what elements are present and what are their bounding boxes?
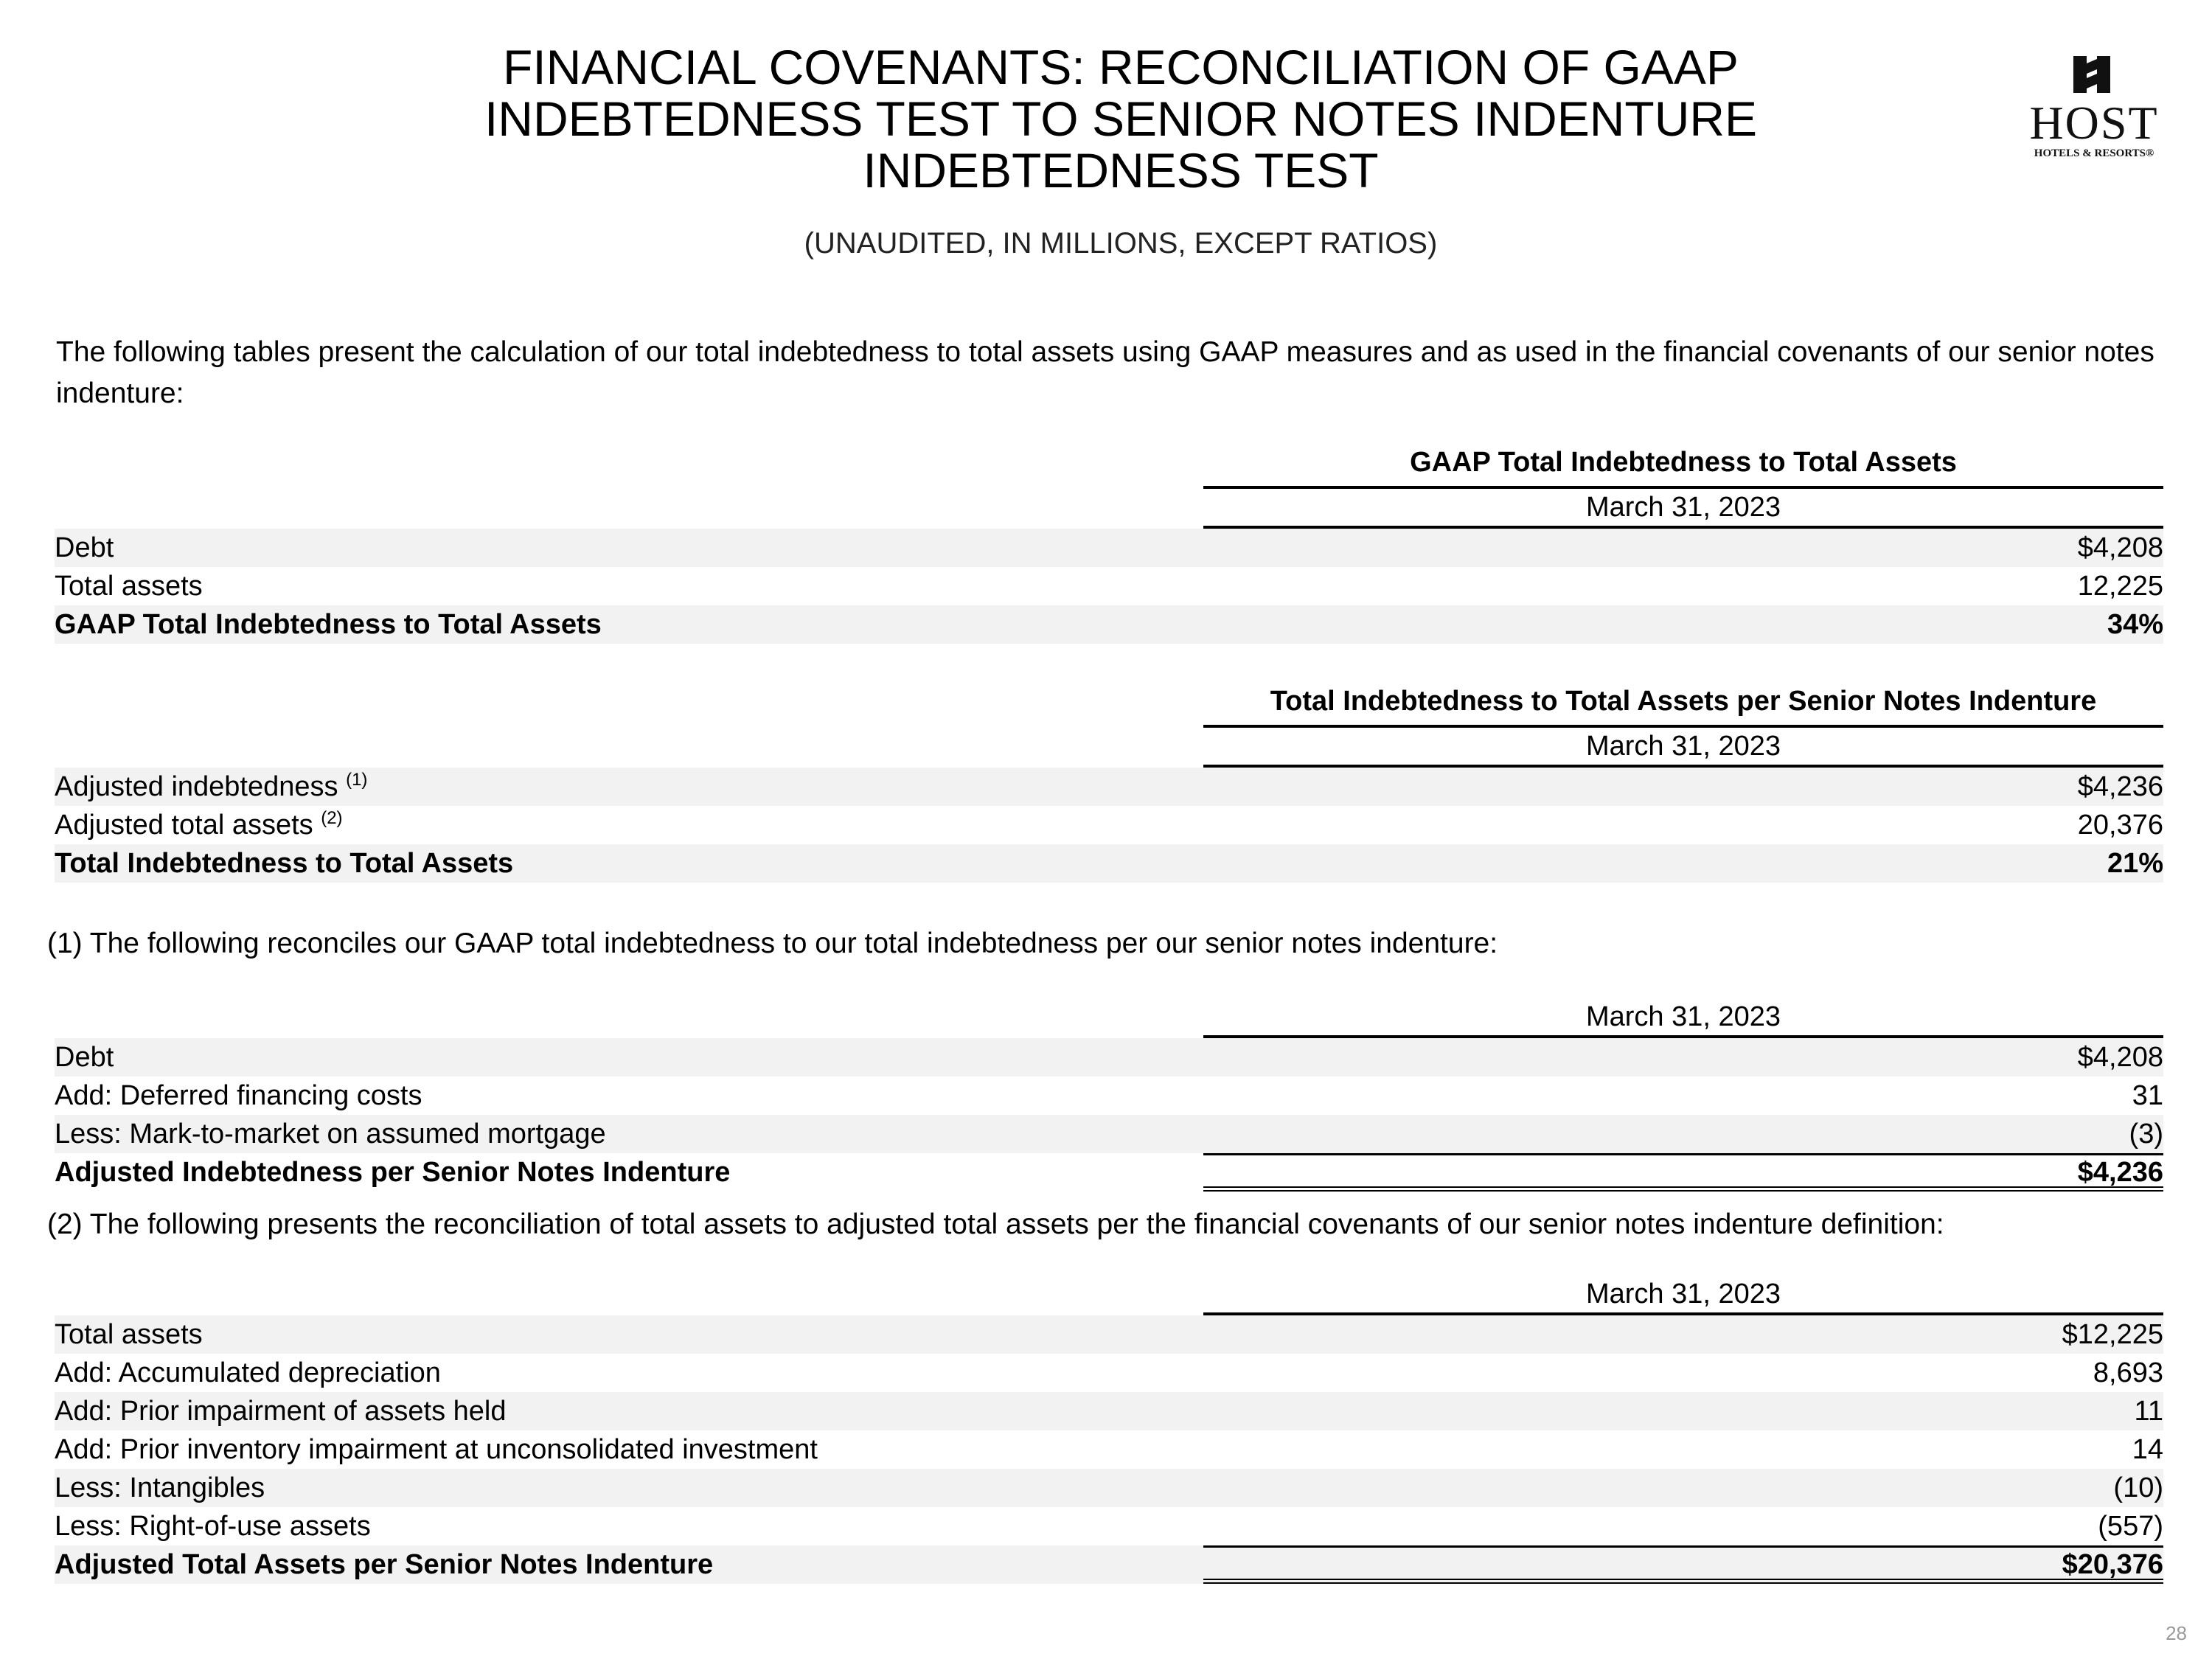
row-value: $4,208 (2077, 1042, 2163, 1073)
row-label: Adjusted Total Assets per Senior Notes Indenture (55, 1549, 714, 1580)
row-label: Adjusted Indebtedness per Senior Notes Indenture (55, 1157, 731, 1188)
title-line-1: FINANCIAL COVENANTS: RECONCILIATION OF GAAP (503, 40, 1739, 94)
row-label: Add: Prior inventory impairment at unconsolidated investment (55, 1434, 818, 1465)
footnote-ref-1: (1) (346, 770, 368, 790)
logo-name: HOST (2029, 97, 2159, 149)
table-row (55, 1354, 2163, 1392)
row-label (55, 768, 367, 806)
row-label-text: Adjusted total assets (55, 810, 313, 841)
table-senior-heading: Total Indebtedness to Total Assets per Senior Notes Indenture (1203, 686, 2163, 728)
table-row (55, 1507, 2163, 1545)
row-label: GAAP Total Indebtedness to Total Assets (55, 609, 602, 640)
row-label: Less: Mark-to-market on assumed mortgage (55, 1119, 606, 1150)
row-value: (557) (2098, 1511, 2163, 1542)
row-value: 31 (2132, 1080, 2163, 1111)
row-label: Add: Prior impairment of assets held (55, 1396, 507, 1427)
row-value: (3) (2129, 1119, 2163, 1150)
table-recon1-date: March 31, 2023 (1203, 998, 2163, 1038)
table-senior-date: March 31, 2023 (1203, 728, 2163, 768)
total-rule (1203, 1153, 2163, 1192)
table-recon2-date: March 31, 2023 (1203, 1276, 2163, 1315)
table-gaap-date: March 31, 2023 (1203, 489, 2163, 529)
table-row (55, 1392, 2163, 1430)
total-rule (1203, 1545, 2163, 1584)
row-value: $4,236 (2077, 771, 2163, 802)
row-value: 12,225 (2077, 571, 2163, 602)
intro-paragraph: The following tables present the calculation of our total indebtedness to total assets using GAAP measures and as used in the financial covenants of our senior notes indenture: (56, 336, 2154, 409)
table-gaap-heading: GAAP Total Indebtedness to Total Assets (1203, 447, 2163, 489)
page-number: 28 (2166, 1622, 2187, 1644)
table-row (55, 529, 2163, 567)
row-label (55, 806, 343, 844)
table-indebtedness-reconciliation (55, 998, 2163, 1192)
page-title (413, 41, 1829, 196)
row-value: 20,376 (2077, 810, 2163, 841)
table-row (55, 1469, 2163, 1507)
table-row-total (55, 605, 2163, 644)
table-senior-notes (55, 686, 2163, 883)
row-value: 14 (2132, 1434, 2163, 1465)
row-value: $12,225 (2062, 1319, 2163, 1350)
host-logo-icon (2020, 52, 2168, 162)
row-label: Less: Intangibles (55, 1472, 265, 1503)
table-row-total (55, 1545, 2163, 1584)
row-value: 34% (2107, 609, 2163, 640)
row-value: 8,693 (2093, 1357, 2163, 1388)
host-logo (2020, 52, 2168, 162)
row-label-text: Adjusted indebtedness (55, 771, 338, 802)
table-assets-reconciliation (55, 1276, 2163, 1584)
row-label: Debt (55, 532, 114, 563)
row-label: Add: Accumulated depreciation (55, 1357, 441, 1388)
row-label: Debt (55, 1042, 114, 1073)
title-line-2: INDEBTEDNESS TEST TO SENIOR NOTES INDENTURE (484, 91, 1758, 146)
page-subtitle: (UNAUDITED, IN MILLIONS, EXCEPT RATIOS) (804, 227, 1438, 260)
footnote-1-text: (1) The following reconciles our GAAP total indebtedness to our total indebtedness per our senior notes indenture: (47, 928, 1498, 959)
row-label: Total assets (55, 571, 203, 602)
footnote-2-text: (2) The following presents the reconciliation of total assets to adjusted total assets per the financial covenants of our senior notes indenture definition: (47, 1208, 1944, 1240)
table-gaap (55, 447, 2163, 644)
row-value: 21% (2107, 848, 2163, 879)
row-label: Less: Right-of-use assets (55, 1511, 371, 1542)
row-label: Total Indebtedness to Total Assets (55, 848, 514, 879)
row-label: Total assets (55, 1319, 203, 1350)
table-row (55, 1430, 2163, 1469)
table-row-total (55, 844, 2163, 883)
logo-tagline: HOTELS & RESORTS® (2034, 147, 2154, 159)
row-value: $4,208 (2077, 532, 2163, 563)
table-row (55, 806, 2163, 844)
table-row (55, 1038, 2163, 1077)
row-value: $20,376 (2062, 1549, 2163, 1580)
title-line-3: INDEBTEDNESS TEST (863, 143, 1379, 198)
row-value: (10) (2113, 1472, 2163, 1503)
table-row-total (55, 1153, 2163, 1192)
row-value: 11 (2134, 1396, 2163, 1427)
footnote-ref-2: (2) (321, 808, 343, 828)
table-row (55, 1315, 2163, 1354)
table-row (55, 567, 2163, 605)
table-row (55, 1115, 2163, 1153)
table-row (55, 768, 2163, 806)
row-label: Add: Deferred financing costs (55, 1080, 422, 1111)
table-row (55, 1077, 2163, 1115)
row-value: $4,236 (2077, 1157, 2163, 1188)
